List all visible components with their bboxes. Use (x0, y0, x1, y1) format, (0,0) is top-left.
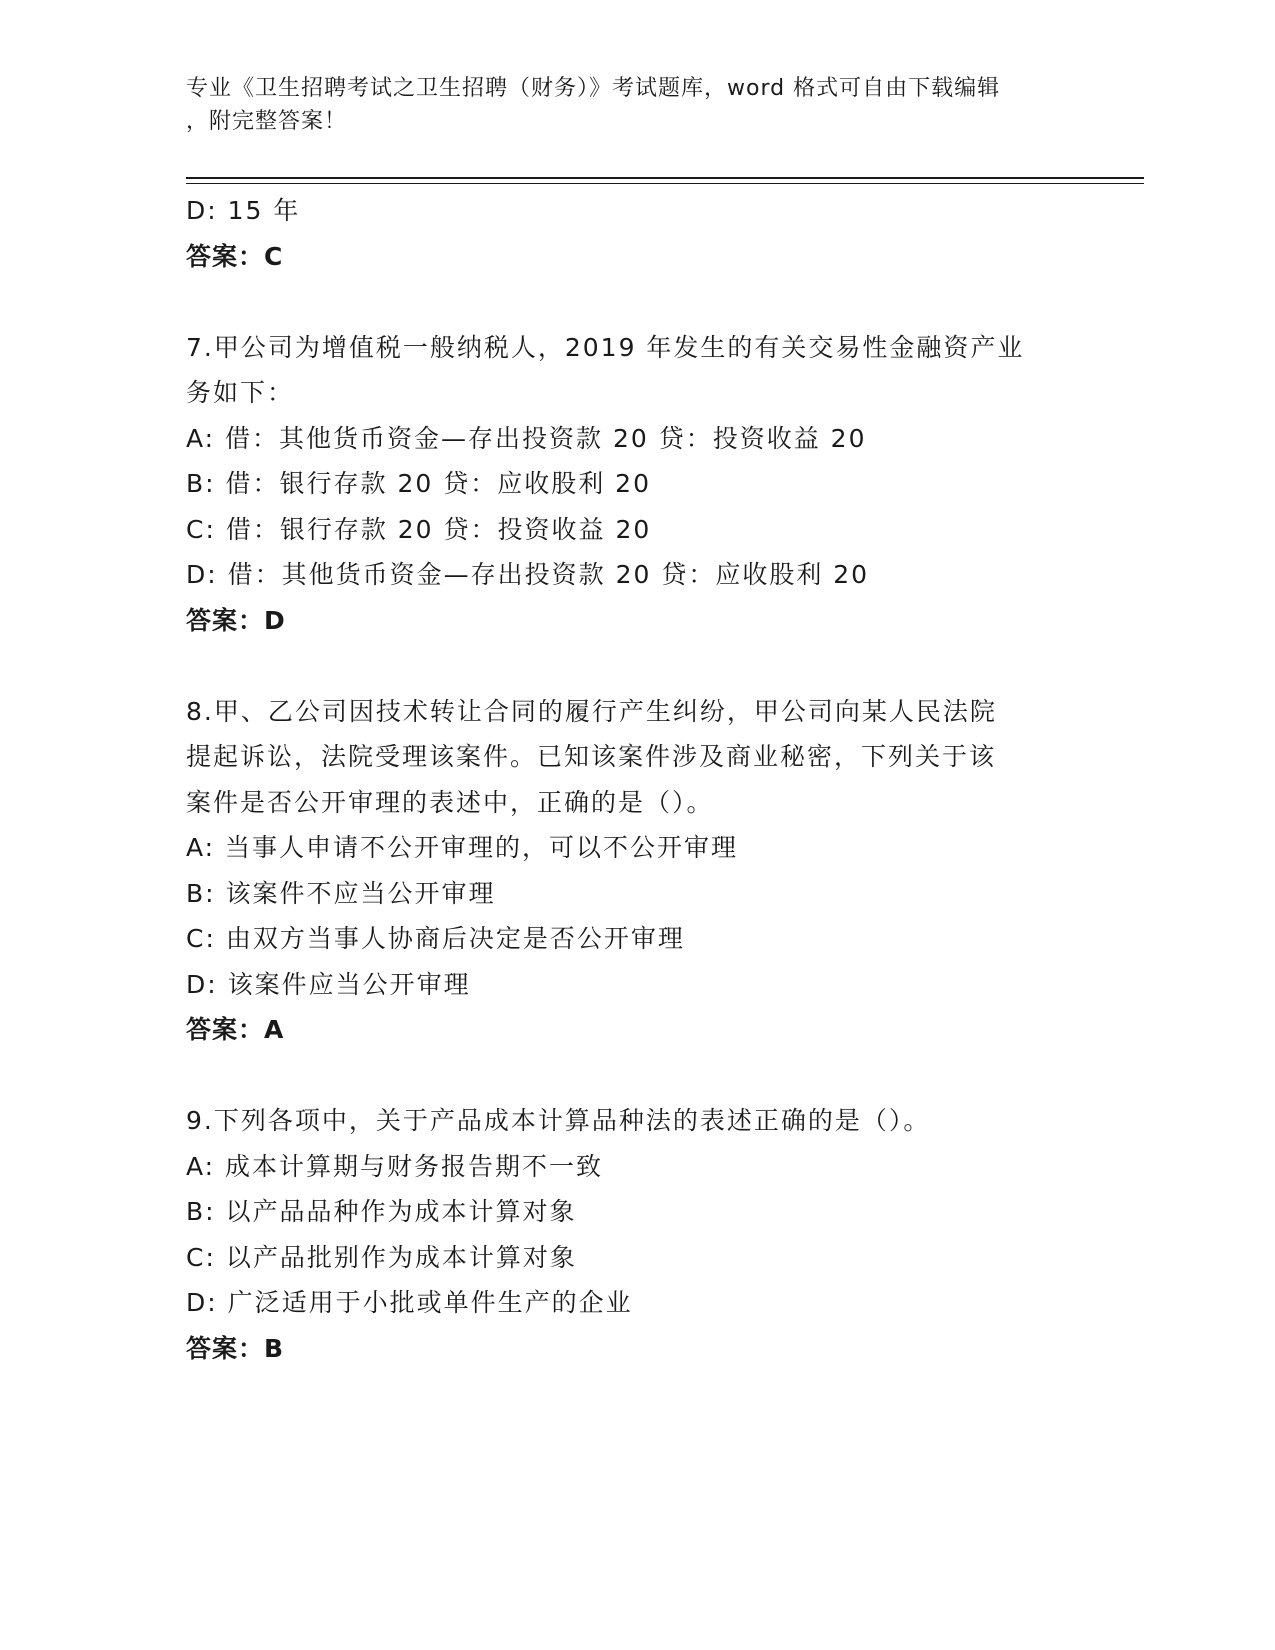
option-a: A: 借：其他货币资金—存出投资款 20 贷：投资收益 20 (186, 423, 867, 453)
option-c: C: 以产品批别作为成本计算对象 (186, 1242, 577, 1272)
option-c: C: 借：银行存款 20 贷：投资收益 20 (186, 514, 652, 544)
spacer (186, 1053, 1086, 1099)
spacer (186, 279, 1086, 325)
option-a: A: 当事人申请不公开审理的，可以不公开审理 (186, 833, 739, 862)
header-divider-thin (186, 183, 1144, 184)
question-stem: 9.下列各项中，关于产品成本计算品种法的表述正确的是（）。 (186, 1106, 931, 1135)
question-stem: 务如下： (186, 378, 295, 407)
question-9 (186, 1098, 1086, 1371)
question-list (186, 188, 1086, 1371)
option-d: D: 借：其他货币资金—存出投资款 20 贷：应收股利 20 (186, 560, 870, 589)
option-a: A: 成本计算期与财务报告期不一致 (186, 1151, 604, 1181)
answer-label: 答案：D (186, 605, 286, 635)
option-d: D: 15 年 (186, 196, 301, 225)
header-line-2: ，附完整答案！ (186, 109, 348, 134)
answer-label: 答案：A (186, 1015, 285, 1044)
option-d: D: 广泛适用于小批或单件生产的企业 (186, 1288, 633, 1317)
option-c: C: 由双方当事人协商后决定是否公开审理 (186, 924, 685, 953)
question-stem: 7.甲公司为增值税一般纳税人，2019 年发生的有关交易性金融资产业 (186, 332, 1025, 362)
question-6-tail (186, 188, 1086, 279)
question-8 (186, 689, 1086, 1053)
header-line-1: 专业《卫生招聘考试之卫生招聘（财务）》考试题库，word 格式可自由下载编辑 (186, 76, 1001, 101)
answer-label: 答案：C (186, 241, 284, 271)
question-7 (186, 325, 1086, 644)
answer-label: 答案：B (186, 1333, 285, 1363)
spacer (186, 643, 1086, 689)
header-divider-thick (186, 177, 1144, 179)
option-d: D: 该案件应当公开审理 (186, 969, 471, 999)
option-b: B: 借：银行存款 20 贷：应收股利 20 (186, 469, 651, 498)
page-header (186, 72, 1066, 138)
question-stem: 提起诉讼，法院受理该案件。已知该案件涉及商业秘密，下列关于该 (186, 742, 997, 771)
question-stem: 案件是否公开审理的表述中，正确的是（）。 (186, 787, 714, 817)
option-b: B: 以产品品种作为成本计算对象 (186, 1197, 577, 1226)
question-stem: 8.甲、乙公司因技术转让合同的履行产生纠纷，甲公司向某人民法院 (186, 696, 997, 726)
option-b: B: 该案件不应当公开审理 (186, 878, 496, 908)
